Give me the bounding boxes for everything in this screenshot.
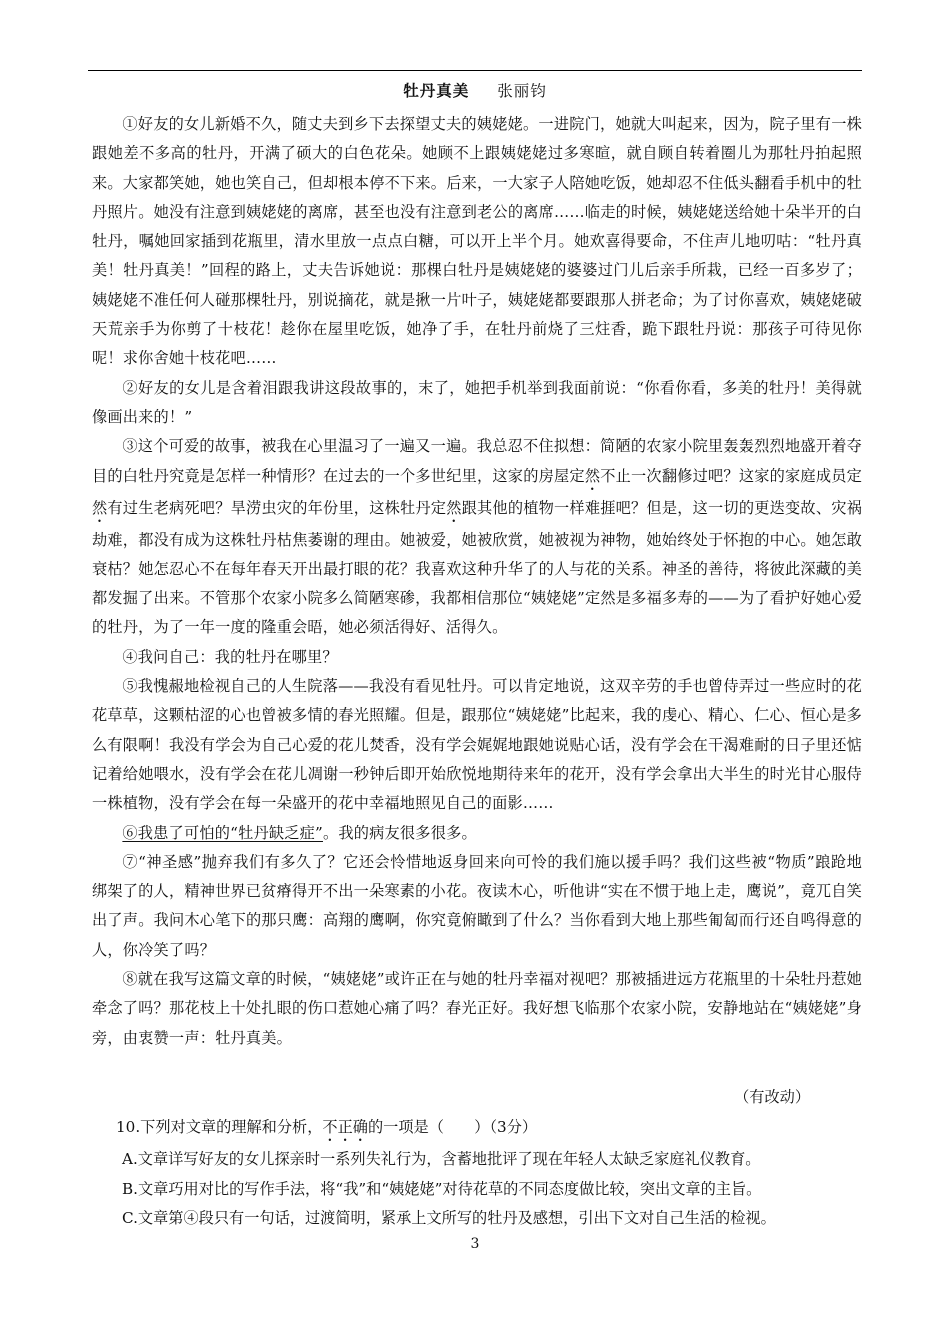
question-emphasis: 不正确 [322, 1118, 368, 1136]
header-rule [88, 70, 862, 71]
article-heading [0, 80, 950, 102]
revision-note: （有改动） [734, 1088, 810, 1106]
article-body [92, 110, 862, 1053]
paragraph-3 [92, 432, 862, 642]
paragraph-6-rest: 。我的病友很多很多。 [322, 823, 477, 842]
emphasis-word: 然 [446, 498, 462, 517]
paragraph-2: ②好友的女儿是含着泪跟我讲这段故事的，末了，她把手机举到我面前说：“你看你看，多美的牡丹！美得就像画出来的！” [92, 378, 862, 426]
underlined-sentence: ⑥我患了可怕的“牡丹缺乏症” [122, 823, 323, 842]
paragraph-3-part-e: 跟其他的植物一样难捱吧？但是，这一切的更迭变故、灾祸劫难，都没有成为这株牡丹枯焦萎谢的理由。她被爱，她被欣赏，她被视为神物，她始终处于怀抱的中心。她怎敢衰枯？她怎忍心不在每年春天开出最打眼的花？我喜欢这种升华了的人与花的关系。神圣的善待，将彼此深藏的美都发掘了出来。不管那个农家小院多么简陋寒碜，我都相信那位“姨姥姥”定然是多福多寿的——为了看护好她心爱的牡丹，为了一年一度的隆重会晤，她必须活得好、活得久。 [92, 498, 863, 637]
question-10-stem [116, 1113, 866, 1145]
paragraph-5: ⑤我愧赧地检视自己的人生院落——我没有看见牡丹。可以肯定地说，这双辛劳的手也曾侍弄过一些应时的花花草草，这颗枯涩的心也曾被多情的春光照耀。但是，跟那位“姨姥姥”比起来，我的虔心、精心、仁心、恒心是多么有限啊！我没有学会为自己心爱的花儿焚香，没有学会娓娓地跟她说贴心话，没有学会在干渴难耐的日子里还惦记着给她喂水，没有学会在花儿凋谢一秒钟后即开始欣悦地期待来年的花开，没有学会拿出大半生的时光甘心服侍一株植物，没有学会在每一朵盛开的花中幸福地照见自己的面影…… [92, 677, 862, 813]
question-stem-suffix: 的一项是（ ）（3分） [367, 1118, 538, 1136]
paragraph-8: ⑧就在我写这篇文章的时候，“姨姥姥”或许正在与她的牡丹幸福对视吧？那被插进远方花瓶里的十朵牡丹惹她牵念了吗？那花枝上十处扎眼的伤口惹她心痛了吗？春光正好。我好想飞临那个农家小院，安静地站在“姨姥姥”身旁，由衷赞一声：牡丹真美。 [92, 970, 862, 1047]
emphasis-word: 然 [584, 466, 601, 485]
paragraph-3-part-a: ③这个可爱的故事，被我在心里温习了一遍又一遍。我总忍不住拟想：简陋的农家小院里轰轰烈烈地盛开着夺目的白牡丹究竟是怎样一种情形？在过去的一个多世纪里，这家的房屋定 [92, 437, 862, 485]
paragraph-7: ⑦“神圣感”抛弃我们有多久了？它还会怜惜地返身回来向可怜的我们施以援手吗？我们这些被“物质”踉跄地绑架了的人，精神世界已贫瘠得开不出一朵寒素的小花。夜读木心，听他讲“实在不惯于地上走，鹰说”，竟兀自笑出了声。我问木心笔下的那只鹰：高翔的鹰啊，你究竟俯瞰到了什么？当你看到大地上那些匍匐而行还自鸣得意的人，你冷笑了吗？ [92, 852, 862, 959]
paragraph-3-part-c: 有过生老病死吧？旱涝虫灾的年份里，这株牡丹定 [107, 498, 447, 517]
page-number: 3 [470, 1236, 480, 1252]
option-c: C.文章第④段只有一句话，过渡简明，紧承上文所写的牡丹及感想，引出下文对自己生活的检视。 [122, 1209, 776, 1227]
article-title: 牡丹真美 [403, 81, 470, 100]
article-author: 张丽钧 [497, 82, 547, 100]
question-block [116, 1113, 866, 1234]
paragraph-1: ①好友的女儿新婚不久，随丈夫到乡下去探望丈夫的姨姥姥。一进院门，她就大叫起来，因为，院子里有一株跟她差不多高的牡丹，开满了硕大的白色花朵。她顾不上跟姨姥姥过多寒暄，就自顾自转着圈儿为那牡丹拍起照来。大家都笑她，她也笑自己，但却根本停不下来。后来，一大家子人陪她吃饭，她却忍不住低头翻看手机中的牡丹照片。她没有注意到姨姥姥的离席，甚至也没有注意到老公的离席……临走的时候，姨姥姥送给她十朵半开的白牡丹，嘱她回家插到花瓶里，清水里放一点点白糖，可以开上半个月。她欢喜得要命，不住声儿地叨咕：“牡丹真美！牡丹真美！”回程的路上，丈夫告诉她说：那棵白牡丹是姨姥姥的婆婆过门儿后亲手所栽，已经一百多岁了；姨姥姥不准任何人碰那棵牡丹，别说摘花，就是揪一片叶子，姨姥姥都要跟那人拼老命；为了讨你喜欢，姨姥姥破天荒亲手为你剪了十枝花！趁你在屋里吃饭，她净了手，在牡丹前烧了三炷香，跪下跟牡丹说：那孩子可待见你呢！求你舍她十枝花吧…… [92, 115, 862, 368]
paragraph-6 [92, 819, 862, 848]
option-a: A.文章详写好友的女儿探亲时一系列失礼行为，含蓄地批评了现在年轻人太缺乏家庭礼仪教育。 [122, 1150, 761, 1168]
question-stem-prefix: 10.下列对文章的理解和分析， [116, 1118, 323, 1136]
paragraph-4: ④我问自己：我的牡丹在哪里？ [122, 647, 338, 666]
option-b: B.文章巧用对比的写作手法，将“我”和“姨姥姥”对待花草的不同态度做比较，突出文章的主旨。 [122, 1179, 762, 1198]
emphasis-word: 然 [92, 498, 108, 517]
paragraph-3-part-b: 不止一次翻修过吧？这家的家庭成员定 [600, 466, 863, 485]
